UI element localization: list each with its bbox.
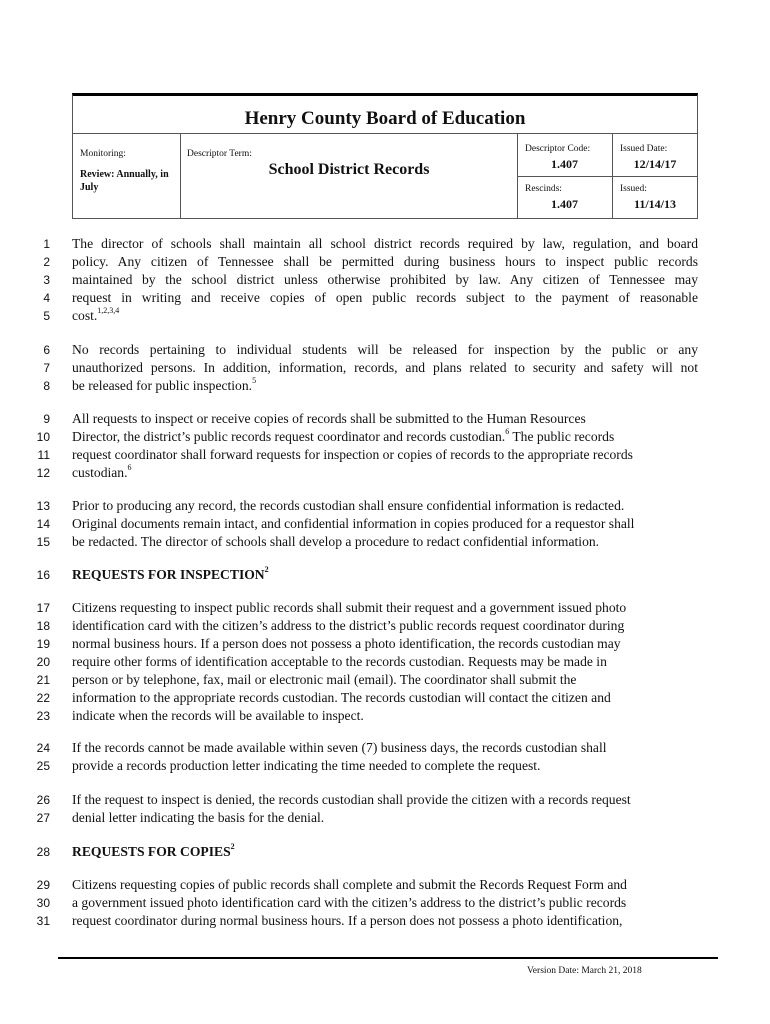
line-text: policy. Any citizen of Tennessee shall be permitted during business hours to inspect public records xyxy=(72,254,698,269)
footnote-reference: 6 xyxy=(505,427,510,437)
line-number: 30 xyxy=(36,896,50,910)
line-number: 10 xyxy=(36,430,50,444)
body-text-line xyxy=(72,671,698,689)
body-text-line xyxy=(72,235,698,253)
policy-header-box xyxy=(72,93,698,219)
line-text: cost. xyxy=(72,308,98,323)
line-text: All requests to inspect or receive copies of records shall be submitted to the Human Resources xyxy=(72,411,586,426)
line-number: 27 xyxy=(36,811,50,825)
line-number: 2 xyxy=(43,255,50,269)
line-text: If the records cannot be made available within seven (7) business days, the records custodian shall xyxy=(72,740,607,755)
line-text: provide a records production letter indicating the time needed to complete the request. xyxy=(72,758,541,773)
body-text-line xyxy=(72,428,698,446)
body-text-line xyxy=(72,377,698,395)
descriptor-code: 1.407 xyxy=(551,157,578,171)
body-text-line xyxy=(72,359,698,377)
body-text-line xyxy=(72,912,698,930)
monitoring-value: Review: Annually, in July xyxy=(80,169,169,193)
line-text: No records pertaining to individual students will be released for inspection by the public or any xyxy=(72,342,698,357)
body-text-line xyxy=(72,707,698,725)
body-text-line xyxy=(72,689,698,707)
line-text: normal business hours. If a person does not possess a photo identification, the records custodian may xyxy=(72,636,621,651)
line-text: be redacted. The director of schools shall develop a procedure to redact confidential information. xyxy=(72,534,600,549)
footnote-reference: 5 xyxy=(252,376,257,386)
issued-date: 12/14/17 xyxy=(633,157,677,171)
line-number: 21 xyxy=(36,673,50,687)
line-number: 20 xyxy=(36,655,50,669)
line-number: 13 xyxy=(36,499,50,513)
line-number: 6 xyxy=(43,343,50,357)
body-text-line xyxy=(72,464,698,482)
issued-value: 11/14/13 xyxy=(633,197,676,211)
body-text-line xyxy=(72,876,698,894)
line-number: 7 xyxy=(43,361,50,375)
line-number: 8 xyxy=(43,379,50,393)
line-number: 25 xyxy=(36,759,50,773)
section-heading xyxy=(72,843,698,861)
line-text: Original documents remain intact, and confidential information in copies produced for a requestor shall xyxy=(72,516,635,531)
line-text: If the request to inspect is denied, the records custodian shall provide the citizen with a records request xyxy=(72,792,631,807)
line-number: 14 xyxy=(36,517,50,531)
line-text: Director, the district’s public records request coordinator and records custodian. xyxy=(72,429,506,444)
line-text: identification card with the citizen’s address to the district’s public records request coordinator during xyxy=(72,618,625,633)
header-divider xyxy=(517,176,697,177)
line-number: 29 xyxy=(36,878,50,892)
body-text-line xyxy=(72,289,698,307)
line-number: 24 xyxy=(36,741,50,755)
line-text: require other forms of identification acceptable to the records custodian. Requests may be made in xyxy=(72,654,607,669)
body-text-line xyxy=(72,809,698,827)
body-text-line xyxy=(72,497,698,515)
line-number: 9 xyxy=(43,412,50,426)
line-text: Prior to producing any record, the records custodian shall ensure confidential information is redacted. xyxy=(72,498,625,513)
line-text: unauthorized persons. In addition, information, records, and plans related to security and safety will not xyxy=(72,360,698,375)
body-text-line xyxy=(72,341,698,359)
body-text-line xyxy=(72,599,698,617)
body-text-line xyxy=(72,739,698,757)
line-number: 3 xyxy=(43,273,50,287)
line-text: request coordinator during normal business hours. If a person does not possess a photo identification, xyxy=(72,913,623,928)
line-text: Citizens requesting copies of public records shall complete and submit the Records Request Form and xyxy=(72,877,627,892)
footer-rule xyxy=(58,957,718,959)
line-text: The public records xyxy=(509,429,615,444)
body-text-line xyxy=(72,307,698,325)
line-text: be released for public inspection. xyxy=(72,378,253,393)
issued-date-label: Issued Date: xyxy=(620,144,668,154)
line-number: 19 xyxy=(36,637,50,651)
body-text-line xyxy=(72,791,698,809)
body-text-line xyxy=(72,635,698,653)
rescinds-value: 1.407 xyxy=(551,197,578,211)
line-text: person or by telephone, fax, mail or electronic mail (email). The coordinator shall submit the xyxy=(72,672,577,687)
line-text: custodian. xyxy=(72,465,128,480)
line-text: The director of schools shall maintain all school district records required by law, regulation, and board xyxy=(72,236,698,251)
line-number: 4 xyxy=(43,291,50,305)
body-text-line xyxy=(72,653,698,671)
line-text: Citizens requesting to inspect public records shall submit their request and a government issued photo xyxy=(72,600,627,615)
line-number: 16 xyxy=(36,568,50,582)
line-text: indicate when the records will be available to inspect. xyxy=(72,708,364,723)
line-number: 22 xyxy=(36,691,50,705)
line-number: 31 xyxy=(36,914,50,928)
version-date: Version Date: March 21, 2018 xyxy=(527,966,642,976)
line-text: request in writing and receive copies of open public records subject to the payment of reasonable xyxy=(72,290,698,305)
line-number: 12 xyxy=(36,466,50,480)
line-number: 23 xyxy=(36,709,50,723)
descriptor-term-label: Descriptor Term: xyxy=(187,149,252,159)
footnote-reference: 2 xyxy=(230,842,235,852)
line-number: 17 xyxy=(36,601,50,615)
issued-label: Issued: xyxy=(620,184,647,194)
footnote-reference: 1,2,3,4 xyxy=(97,306,120,316)
line-text: a government issued photo identification card with the citizen’s address to the district’s public records xyxy=(72,895,627,910)
footnote-reference: 6 xyxy=(127,463,132,473)
line-text: information to the appropriate records custodian. The records custodian will contact the citizen and xyxy=(72,690,611,705)
body-text-line xyxy=(72,533,698,551)
body-text-line xyxy=(72,894,698,912)
line-number: 18 xyxy=(36,619,50,633)
descriptor-code-label: Descriptor Code: xyxy=(525,144,591,154)
board-title: Henry County Board of Education xyxy=(244,108,526,129)
line-text: request coordinator shall forward requests for inspection or copies of records to the appropriate records xyxy=(72,447,633,462)
body-text-line xyxy=(72,446,698,464)
header-divider xyxy=(73,133,697,134)
line-text: REQUESTS FOR COPIES xyxy=(72,844,231,859)
line-number: 26 xyxy=(36,793,50,807)
line-number: 15 xyxy=(36,535,50,549)
body-text-line xyxy=(72,757,698,775)
section-heading xyxy=(72,566,698,584)
descriptor-term: School District Records xyxy=(268,161,430,178)
footnote-reference: 2 xyxy=(264,565,269,575)
line-text: maintained by the school district unless otherwise prohibited by law. Any citizen of Tennessee may xyxy=(72,272,698,287)
line-number: 11 xyxy=(37,448,50,462)
body-text-line xyxy=(72,271,698,289)
body-text-line xyxy=(72,515,698,533)
body-text-line xyxy=(72,410,698,428)
line-number: 28 xyxy=(36,845,50,859)
line-number: 5 xyxy=(43,309,50,323)
monitoring-label: Monitoring: xyxy=(80,149,126,159)
line-number: 1 xyxy=(43,237,50,251)
line-text: REQUESTS FOR INSPECTION xyxy=(72,567,265,582)
body-text-line xyxy=(72,617,698,635)
line-text: denial letter indicating the basis for the denial. xyxy=(72,810,325,825)
body-text-line xyxy=(72,253,698,271)
rescinds-label: Rescinds: xyxy=(525,184,562,194)
